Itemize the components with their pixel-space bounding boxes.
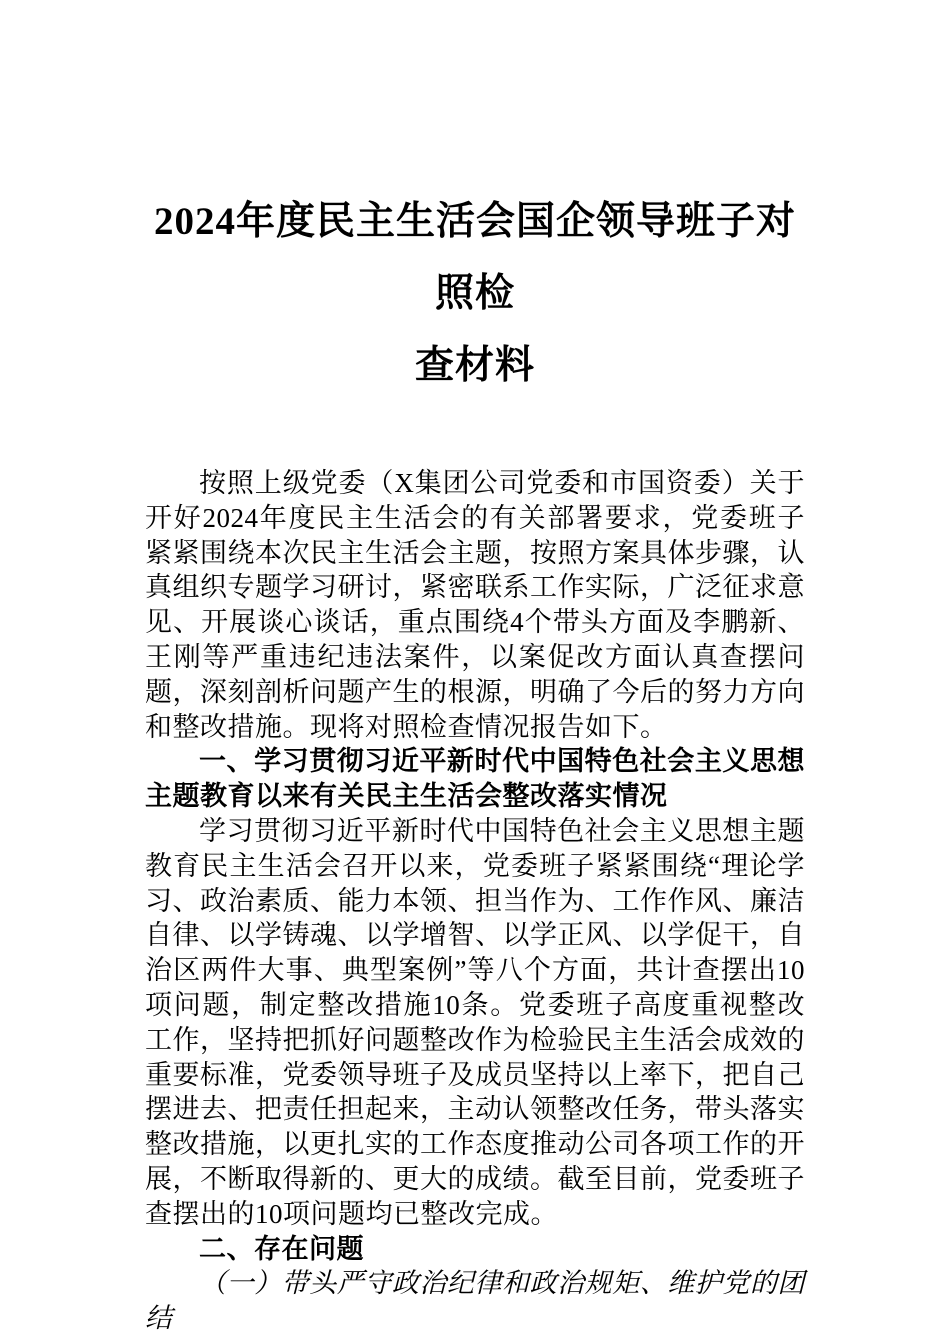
document-title [145,186,805,402]
paragraph-opening-summary: 按照上级党委（X集团公司党委和市国资委）关于开好2024年度民主生活会的有关部署要求，党委班子紧紧围绕本次民主生活会主题，按照方案具体步骤，认真组织专题学习研讨，紧密联系工作实际，广泛征求意见、开展谈心谈话，重点围绕4个带头方面及李鹏新、王刚等严重违纪违法案件，以案促改方面认真查摆问题，深刻剖析问题产生的根源，明确了今后的努力方向和整改措施。现将对照检查情况报告如下。 [145,468,805,742]
document-title-line-2: 查材料 [414,344,535,387]
section-heading-two: 二、存在问题 [199,1233,364,1264]
subsection-heading-one: （一）带头严守政治纪律和政治规矩、维护党的团结 [145,1268,805,1334]
paragraph-rectification-status: 学习贯彻习近平新时代中国特色社会主义思想主题教育民主生活会召开以来，党委班子紧紧围绕“理论学习、政治素质、能力本领、担当作为、工作作风、廉洁自律、以学铸魂、以学增智、以学正风、以学促干，自治区两件大事、典型案例”等八个方面，共计查摆出10项问题，制定整改措施10条。党委班子高度重视整改工作，坚持把抓好问题整改作为检验民主生活会成效的重要标准，党委领导班子及成员坚持以上率下，把自己摆进去、把责任担起来，主动认领整改任务，带头落实整改措施，以更扎实的工作态度推动公司各项工作的开展，不断取得新的、更大的成绩。截至目前，党委班子查摆出的10项问题均已整改完成。 [145,815,805,1229]
section-heading-one: 一、学习贯彻习近平新时代中国特色社会主义思想主题教育以来有关民主生活会整改落实情况 [145,746,805,812]
document-title-line-1: 2024年度民主生活会国企领导班子对照检 [153,200,796,315]
